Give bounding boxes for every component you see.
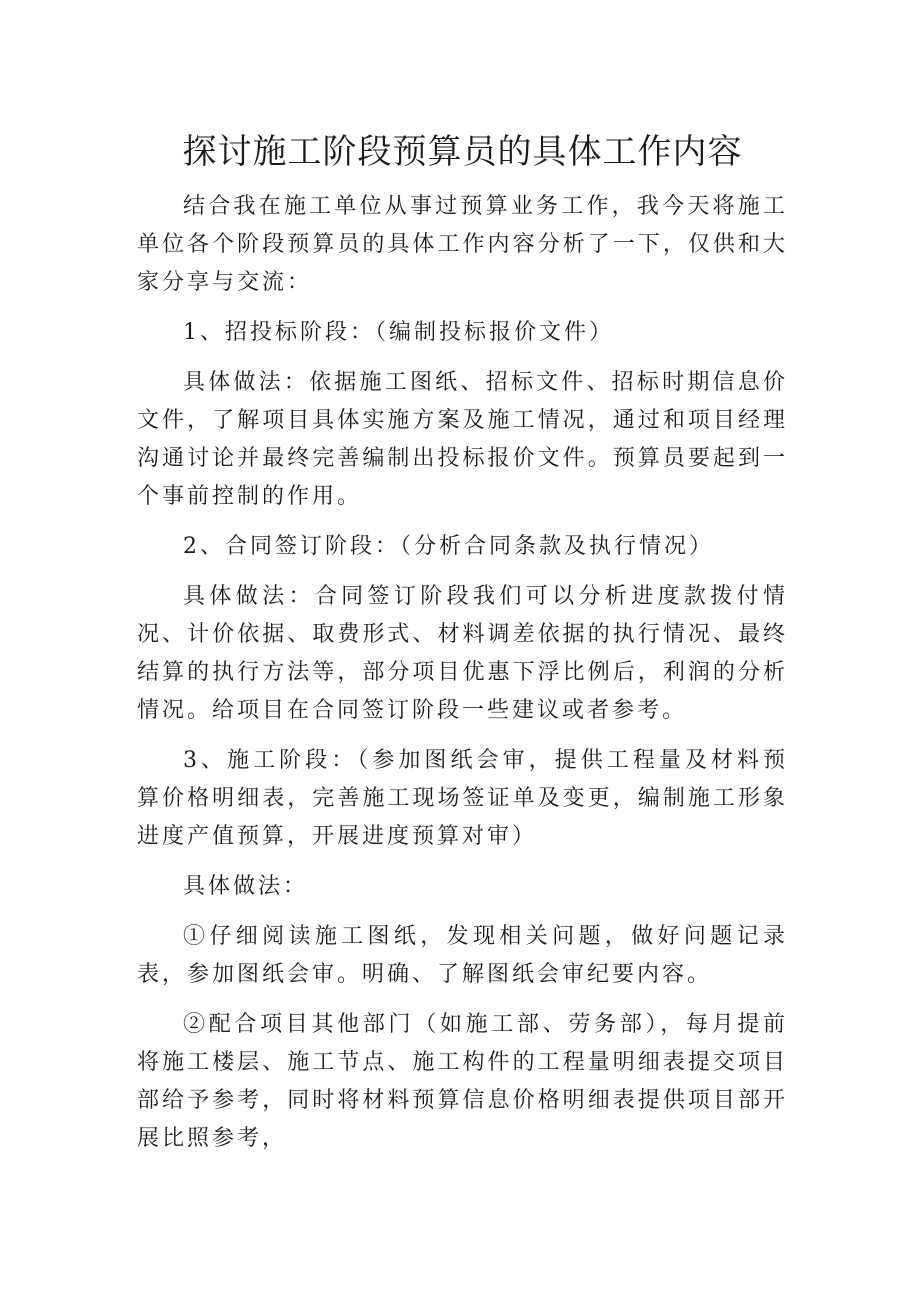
paragraph-section-1-heading: 1、招投标阶段：（编制投标报价文件） xyxy=(183,320,614,345)
paragraph-section-3-heading: 3、施工阶段：（参加图纸会审，提供工程量及材料预算价格明细表，完善施工现场签证单及变更，编制施工形象进度产值预算，开展进度预算对审） xyxy=(137,748,788,849)
paragraph-item-1: ①仔细阅读施工图纸，发现相关问题，做好问题记录表，参加图纸会审。明确、了解图纸会审纪要内容。 xyxy=(137,924,788,987)
paragraph-section-1-detail: 具体做法：依据施工图纸、招标文件、招标时期信息价文件，了解项目具体实施方案及施工情况，通过和项目经理沟通讨论并最终完善编制出投标报价文件。预算员要起到一个事前控制的作用。 xyxy=(137,370,788,509)
paragraph-section-2-detail: 具体做法：合同签订阶段我们可以分析进度款拨付情况、计价依据、取费形式、材料调差依据的执行情况、最终结算的执行方法等，部分项目优惠下浮比例后，利润的分析情况。给项目在合同签订阶段一些建议或者参考。 xyxy=(137,584,788,723)
paragraph-intro: 结合我在施工单位从事过预算业务工作，我今天将施工单位各个阶段预算员的具体工作内容分析了一下，仅供和大家分享与交流： xyxy=(137,194,788,295)
document-title: 探讨施工阶段预算员的具体工作内容 xyxy=(182,132,743,172)
paragraph-item-2: ②配合项目其他部门（如施工部、劳务部），每月提前将施工楼层、施工节点、施工构件的工程量明细表提交项目部给予参考，同时将材料预算信息价格明细表提供项目部开展比照参考， xyxy=(137,1012,788,1151)
document-body xyxy=(137,188,788,1158)
paragraph-section-3-detail-label: 具体做法： xyxy=(183,874,309,899)
paragraph-section-2-heading: 2、合同签订阶段：（分析合同条款及执行情况） xyxy=(183,534,714,559)
